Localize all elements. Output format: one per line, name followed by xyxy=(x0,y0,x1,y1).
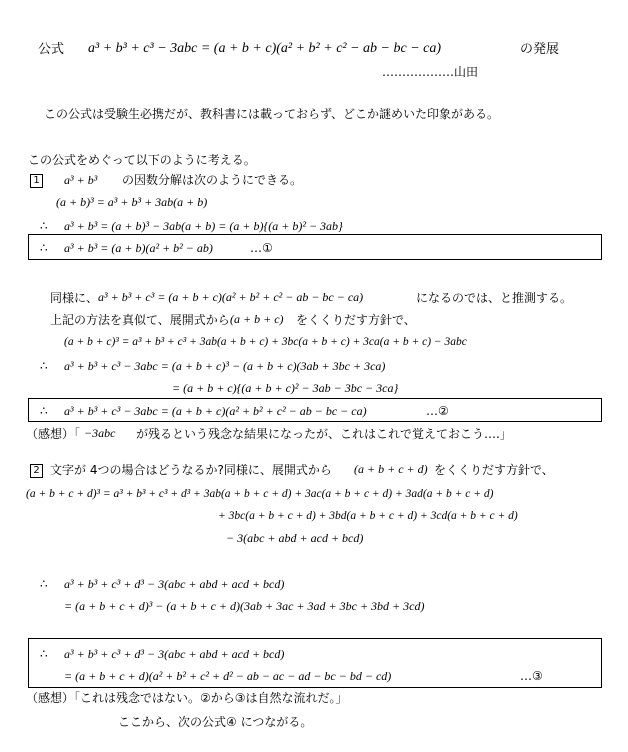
s3-result-formula-1: a³ + b³ + c³ + d³ − 3(abc + abd + acd + bcd) xyxy=(64,647,285,661)
s2-line-1: (a + b + c)³ = a³ + b³ + c³ + 3ab(a + b + c) + 3bc(a + b + c) + 3ca(a + b + c) − 3abc xyxy=(64,336,467,348)
therefore-symbol: ∴ xyxy=(40,219,48,233)
lead-text: この公式をめぐって以下のように考える。 xyxy=(28,153,256,167)
s2-para-2-a: 上記の方法を真似て、展開式から xyxy=(50,313,230,327)
s2-para-2-formula: (a + b + c) xyxy=(230,312,284,326)
s3-line-5: = (a + b + c + d)³ − (a + b + c + d)(3ab + 3ac + 3ad + 3bc + 3bd + 3cd) xyxy=(64,599,425,613)
s3-para-1-b: をくくりだす方針で、 xyxy=(434,463,554,477)
remark-1-a: （感想）「 xyxy=(26,427,81,441)
section-number-1: 1 xyxy=(30,174,43,188)
s2-para-1-b: になるのでは、と推測する。 xyxy=(416,291,573,305)
section-number-2: 2 xyxy=(30,464,43,478)
intro-text: この公式は受験生必携だが、教科書には載っておらず、どこか謎めいた印象がある。 xyxy=(44,107,500,121)
equation-tag-2: …② xyxy=(426,404,449,418)
remark-1-formula: −3abc xyxy=(84,426,116,440)
s3-result-formula-2: = (a + b + c + d)(a² + b² + c² + d² − ab − ac − ad − bc − bd − cd) xyxy=(64,669,392,683)
s2-para-2-b: をくくりだす方針で、 xyxy=(296,313,416,327)
therefore-symbol: ∴ xyxy=(40,359,48,373)
title-prefix: 公式 xyxy=(38,42,65,57)
s1-label-text: の因数分解は次のようにできる。 xyxy=(122,173,303,187)
s1-line-1: (a + b)³ = a³ + b³ + 3ab(a + b) xyxy=(56,195,208,209)
s1-label-formula: a³ + b³ xyxy=(64,173,98,187)
s3-line-4: a³ + b³ + c³ + d³ − 3(abc + abd + acd + bcd) xyxy=(64,577,285,591)
equation-tag-3: …③ xyxy=(520,669,543,683)
therefore-symbol: ∴ xyxy=(40,647,48,661)
therefore-symbol: ∴ xyxy=(40,241,48,255)
s3-line-2: + 3bc(a + b + c + d) + 3bd(a + b + c + d) + 3cd(a + b + c + d) xyxy=(218,510,518,522)
s1-line-2: a³ + b³ = (a + b)³ − 3ab(a + b) = (a + b){(a + b)² − 3ab} xyxy=(64,219,343,233)
s3-para-1-formula: (a + b + c + d) xyxy=(354,462,428,476)
s2-para-1-a: 同様に、 xyxy=(50,291,99,305)
s2-line-3: = (a + b + c){(a + b + c)² − 3ab − 3bc − 3ca} xyxy=(172,381,399,395)
s3-para-1-a: 文字が 4つの場合はどうなるか?同様に、展開式から xyxy=(50,463,332,477)
therefore-symbol: ∴ xyxy=(40,404,48,418)
title-suffix: の発展 xyxy=(520,42,560,57)
closing-text: ここから、次の公式④ につながる。 xyxy=(118,715,313,729)
s2-result-formula: a³ + b³ + c³ − 3abc = (a + b + c)(a² + b² + c² − ab − bc − ca) xyxy=(64,404,367,418)
s2-line-2: a³ + b³ + c³ − 3abc = (a + b + c)³ − (a + b + c)(3ab + 3bc + 3ca) xyxy=(64,359,386,373)
remark-2: （感想）「これは残念ではない。②から③は自然な流れだ。」 xyxy=(26,691,348,705)
author: ………………山田 xyxy=(382,65,479,79)
title-formula: a³ + b³ + c³ − 3abc = (a + b + c)(a² + b² + c² − ab − bc − ca) xyxy=(88,41,442,56)
s2-para-1-formula: a³ + b³ + c³ = (a + b + c)(a² + b² + c² − ab − bc − ca) xyxy=(98,290,364,304)
s1-result-formula: a³ + b³ = (a + b)(a² + b² − ab) xyxy=(64,241,213,255)
remark-1-b: が残るという残念な結果になったが、これはこれで覚えておこう….」 xyxy=(136,427,512,441)
s3-line-3: − 3(abc + abd + acd + bcd) xyxy=(226,531,364,545)
therefore-symbol: ∴ xyxy=(40,577,48,591)
equation-tag-1: …① xyxy=(250,241,273,255)
s3-line-1: (a + b + c + d)³ = a³ + b³ + c³ + d³ + 3ab(a + b + c + d) + 3ac(a + b + c + d) + 3ad(a + b + c + d) xyxy=(26,488,494,500)
